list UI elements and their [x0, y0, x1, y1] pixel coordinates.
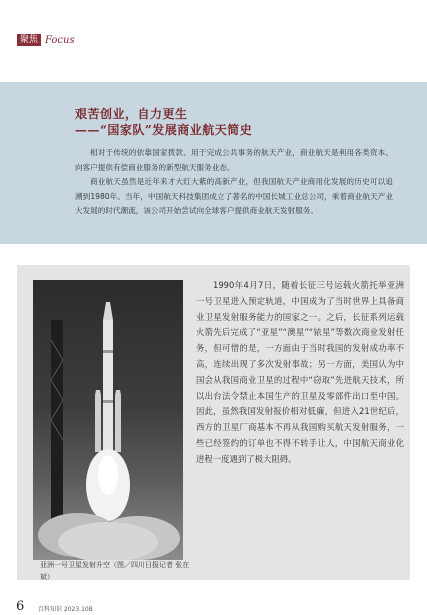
page-number: 6: [16, 599, 25, 614]
article-subtitle: ——“国家队”发展商业航天简史: [75, 123, 253, 137]
article-title: 艰苦创业，自力更生: [75, 107, 188, 121]
intro-paragraph-2: 商业航天虽然是近年来才大红大紫的高新产业，但我国航天产业商用化发展的历史可以追溯到1980年。当年，中国航天科技集团成立了著名的中国长城工业总公司，乘着商业航天产业大发展的时代潮流，该公司开始尝试向全球客户提供商业航天发射服务。: [75, 177, 393, 216]
sidebar-body-text: 1990年4月7日，随着长征三号运载火箭托举亚洲一号卫星进入预定轨道，中国成为了当时世界上具备商业卫星发射服务能力的国家之一。之后，长征系列运载火箭先后完成了“亚星”“澳星”“铱星”等数次商业发射任务，但可惜的是，一方面由于当时我国的发射成功率不高，连续出现了多次发射事故；另一方面，美国认为中国会从我国商业卫星的过程中“窃取”先进航天技术，所以出台法令禁止本国生产的卫星及零部件出口至中国。因此，虽然我国发射报价相对低廉，但进入21世纪后，西方的卫星厂商基本不再从我国购买航天发射服务，一些已经签约的订单也不得不转手让人，中国航天商业化进程一度遇到了极大阻碍。: [196, 280, 404, 464]
photo-caption: 亚洲一号卫星发射升空（图／四川日报记者 张在斌）: [40, 561, 190, 581]
rocket-launch-illustration: [33, 280, 183, 560]
journal-info: 百科知识 2023.10B: [38, 606, 93, 613]
section-tag: [17, 34, 75, 46]
section-label-cn: 聚焦: [17, 34, 41, 46]
intro-paragraph-1: 相对于传统的依靠国家拨款、用于完成公共事务的航天产业，商业航天是利用各类资本、向客户提供有偿商业服务的新型航天服务业态。: [75, 148, 393, 172]
section-label-en: Focus: [45, 34, 75, 46]
rocket-launch-photo: [33, 280, 183, 560]
